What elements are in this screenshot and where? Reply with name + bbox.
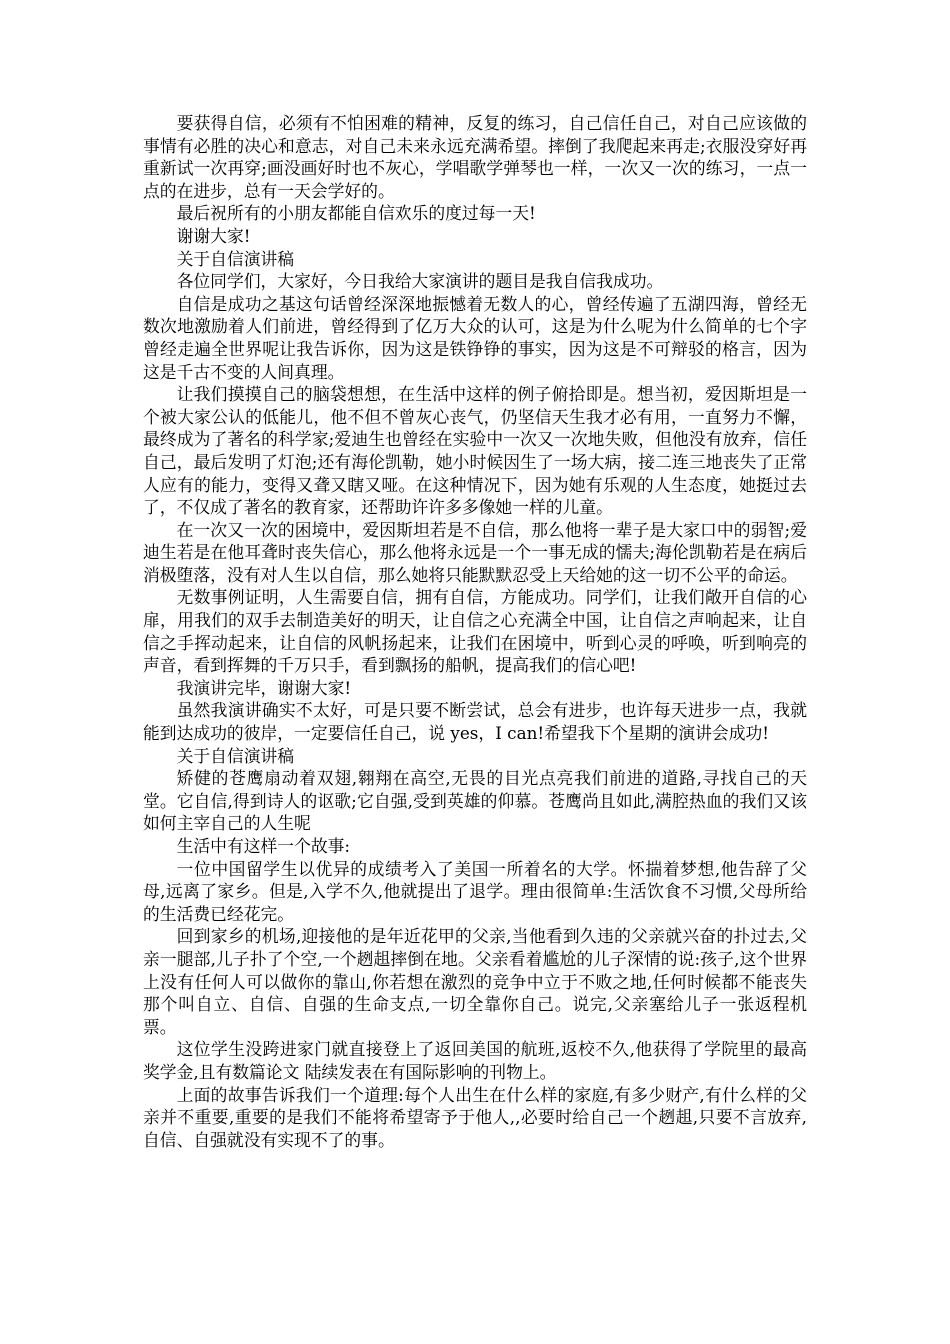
paragraph: 让我们摸摸自己的脑袋想想，在生活中这样的例子俯拾即是。想当初，爱因斯坦是一个被大家公认的低能儿，他不但不曾灰心丧气，仍坚信天生我才必有用，一直努力不懈，最终成为了著名的科学家;爱迪生也曾经在实验中一次又一次地失败，但他没有放弃，信任自己，最后发明了灯泡;还有海伦凯勒，她小时候因生了一场大病，接二连三地丧失了正常人应有的能力，变得又聋又瞎又哑。在这种情况下，因为她有乐观的人生态度，她挺过去了，不仅成了著名的教育家，还帮助许许多多像她一样的儿童。 [143,384,807,518]
paragraph: 一位中国留学生以优异的成绩考入了美国一所着名的大学。怀揣着梦想,他告辞了父母,远离了家乡。但是,入学不久,他就提出了退学。理由很简单:生活饮食不习惯,父母所给的生活费已经花完。 [143,858,807,924]
paragraph: 自信是成功之基这句话曾经深深地振憾着无数人的心，曾经传遍了五湖四海，曾经无数次地激励着人们前进，曾经得到了亿万大众的认可，这是为什么呢为什么简单的七个字曾经走遍全世界呢让我告诉你，因为这是铁铮铮的事实，因为这是不可辩驳的格言，因为这是千古不变的人间真理。 [143,293,807,382]
paragraph: 要获得自信，必须有不怕困难的精神，反复的练习，自己信任自己，对自己应该做的事情有必胜的决心和意志，对自己未来永远充满希望。摔倒了我爬起来再走;衣服没穿好再重新试一次再穿;画没画好时也不灰心，学唱歌学弹琴也一样，一次又一次的练习，一点一点的在进步，总有一天会学好的。 [143,113,807,201]
paragraph: 矫健的苍鹰扇动着双翅,翱翔在高空,无畏的目光点亮我们前进的道路,寻找自己的天堂。它自信,得到诗人的讴歌;它自强,受到英雄的仰慕。苍鹰尚且如此,满腔热血的我们又该如何主宰自己的人生呢 [143,768,807,834]
paragraph: 这位学生没跨进家门就直接登上了返回美国的航班,返校不久,他获得了学院里的最高奖学金,且有数篇论文 陆续发表在有国际影响的刊物上。 [143,1039,807,1082]
paragraph: 各位同学们，大家好，今日我给大家演讲的题目是我自信我成功。 [176,271,664,292]
paragraph: 谢谢大家! [176,225,251,246]
section-title: 关于自信演讲稿 [176,248,295,269]
paragraph: 我演讲完毕，谢谢大家! [176,677,352,698]
paragraph: 生活中有这样一个故事: [176,836,351,856]
paragraph: 无数事例证明，人生需要自信，拥有自信，方能成功。同学们，让我们敞开自信的心扉，用我们的双手去制造美好的明天，让自信之心充满全中国，让自信之声响起来，让自信之手挥动起来，让自信的风帆扬起来，让我们在困境中，听到心灵的呼唤，听到响亮的声音，看到挥舞的千万只手，看到飘扬的船帆，提高我们的信心吧! [143,587,807,676]
paragraph: 虽然我演讲确实不太好，可是只要不断尝试，总会有进步，也许每天进步一点，我就能到达成功的彼岸，一定要信任自己，说 yes，I can!希望我下个星期的演讲会成功! [143,700,807,744]
paragraph: 回到家乡的机场,迎接他的是年近花甲的父亲,当他看到久违的父亲就兴奋的扑过去,父亲一腿部,儿子扑了个空,一个趔趄摔倒在地。父亲看着尴尬的儿子深情的说:孩子,这个世界上没有任何人可以做你的靠山,你若想在激烈的竞争中立于不败之地,任何时候都不能丧失那个叫自立、自信、自强的生命支点,一切全靠你自己。说完,父亲塞给儿子一张返程机票。 [143,926,807,1037]
paragraph: 在一次又一次的困境中，爱因斯坦若是不自信，那么他将一辈子是大家口中的弱智;爱迪生若是在他耳聋时丧失信心，那么他将永远是一个一事无成的懦夫;海伦凯勒若是在病后消极堕落，没有对人生以自信，那么她将只能默默忍受上天给她的这一切不公平的命运。 [143,519,807,585]
paragraph: 最后祝所有的小朋友都能自信欢乐的度过每一天! [176,203,536,224]
paragraph: 上面的故事告诉我们一个道理:每个人出生在什么样的家庭,有多少财产,有什么样的父亲并不重要,重要的是我们不能将希望寄予于他人,,必要时给自己一个趔趄,只要不言放弃,自信、自强就没有实现不了的事。 [143,1084,807,1150]
document-body [143,112,807,1151]
section-title: 关于自信演讲稿 [176,745,295,766]
